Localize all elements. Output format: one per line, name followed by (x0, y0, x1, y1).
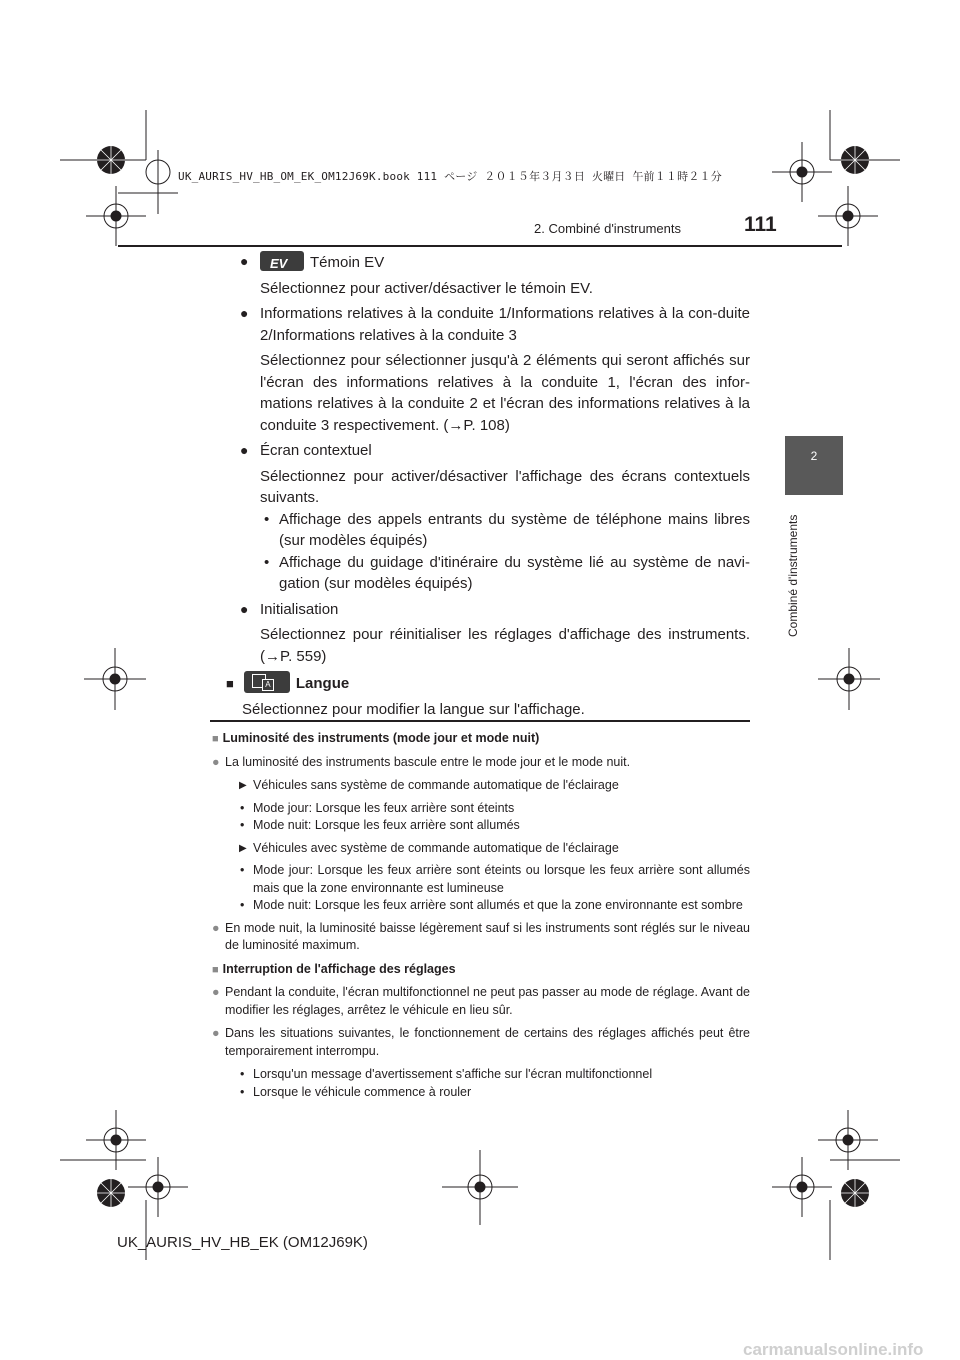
watermark: carmanualsonline.info (743, 1340, 924, 1359)
chapter-label: Combiné d'instruments (786, 514, 800, 637)
ev-icon-text: EV (270, 256, 288, 271)
bullet: ● (240, 600, 249, 617)
note-bullet: ● Pendant la conduite, l'écran multifonctionnel ne peut pas passer au mode de réglage. Avant de modifier les réglages, arrêtez le véhicule en lieu sûr. (212, 985, 750, 1017)
item-driving (242, 303, 750, 346)
item-language-desc: Sélectionnez pour modifier la langue sur l'affichage. (242, 700, 585, 718)
notes-section (212, 730, 750, 1101)
item-ev-desc: Sélectionnez pour activer/désactiver le témoin EV. (260, 279, 593, 297)
note-list-item: • Mode nuit: Lorsque les feux arrière sont allumés et que la zone environnante est sombre (240, 898, 743, 912)
item-ev-title: Témoin EV (310, 254, 385, 271)
note-heading: ■ Interruption de l'affichage des réglages (212, 961, 456, 976)
bullet: ● (240, 253, 249, 269)
context-sub-item: • Affichage des appels entrants du système de téléphone mains libres (sur modèles équipés) (264, 510, 750, 549)
item-driving-desc: Sélectionnez pour sélectionner jusqu'à 2 éléments qui seront affichés sur l'écran des informations relatives à la conduite 1, l'écran des infor-mations relatives à la conduite 2 et l'écran des informations relatives à la conduite 3 respectivement. (→P. 108) (260, 352, 750, 434)
item-language-title: Langue (295, 675, 350, 692)
main-content (226, 251, 750, 724)
item-context (242, 440, 750, 462)
book-stamp: UK_AURIS_HV_HB_OM_EK_OM12J69K.book 111 ページ ２０１５年３月３日 火曜日 午前１１時２１分 (178, 170, 722, 183)
square-bullet: ■ (226, 676, 234, 691)
note-arrow-item: ▶ Véhicules sans système de commande automatique de l'éclairage (239, 778, 619, 792)
chapter-tab (785, 436, 843, 495)
item-init-title: Initialisation (260, 600, 339, 618)
header-rule (118, 245, 842, 247)
note-bullet: ● La luminosité des instruments bascule entre le mode jour et le mode nuit. (212, 754, 631, 769)
footer-code: UK_AURIS_HV_HB_EK (OM12J69K) (117, 1234, 368, 1251)
note-list-item: • Lorsque le véhicule commence à rouler (240, 1084, 472, 1099)
item-init-desc: Sélectionnez pour réinitialiser les réglages d'affichage des instruments. (→P. 559) (260, 626, 750, 665)
note-heading: ■ Luminosité des instruments (mode jour et mode nuit) (212, 731, 540, 745)
item-ev (242, 251, 750, 274)
note-bullet: ● En mode nuit, la luminosité baisse légèrement sauf si les instruments sont réglés sur le niveau de luminosité maximum. (212, 920, 750, 952)
note-arrow-item: ▶ Véhicules avec système de commande automatique de l'éclairage (239, 840, 619, 855)
ev-indicator-icon (260, 251, 304, 271)
notes-rule (210, 720, 750, 722)
note-list-item: • Mode jour: Lorsque les feux arrière sont éteints ou lorsque les feux arrière sont allumés mais que la zone environnante est lumineuse (240, 863, 750, 895)
note-list-item: • Lorsqu'un message d'avertissement s'affiche sur l'écran multifonctionnel (240, 1067, 653, 1081)
item-context-title: Écran contextuel (260, 442, 372, 459)
bullet: ● (240, 305, 249, 321)
item-context-desc: Sélectionnez pour activer/désactiver l'affichage des écrans contextuels suivants. (260, 467, 750, 506)
section-title: 2. Combiné d'instruments (534, 221, 681, 236)
item-language (226, 671, 750, 695)
note-list-item: • Mode jour: Lorsque les feux arrière sont éteints (240, 800, 515, 815)
chapter-side-label (783, 505, 803, 645)
note-bullet: ● Dans les situations suivantes, le fonctionnement de certains des réglages affichés peut être temporairement interrompu. (212, 1026, 750, 1058)
language-icon: A (244, 671, 290, 693)
context-sub-item: • Affichage du guidage d'itinéraire du système lié au système de navi-gation (sur modèles équipés) (264, 553, 750, 592)
page-number: 111 (744, 213, 777, 236)
item-init (242, 599, 750, 621)
item-driving-title: Informations relatives à la conduite 1/Informations relatives à la con-duite 2/Informations relatives à la conduite 3 (260, 305, 750, 344)
bullet: ● (240, 442, 249, 458)
note-list-item: • Mode nuit: Lorsque les feux arrière sont allumés (240, 818, 520, 832)
chapter-number: 2 (810, 449, 818, 463)
